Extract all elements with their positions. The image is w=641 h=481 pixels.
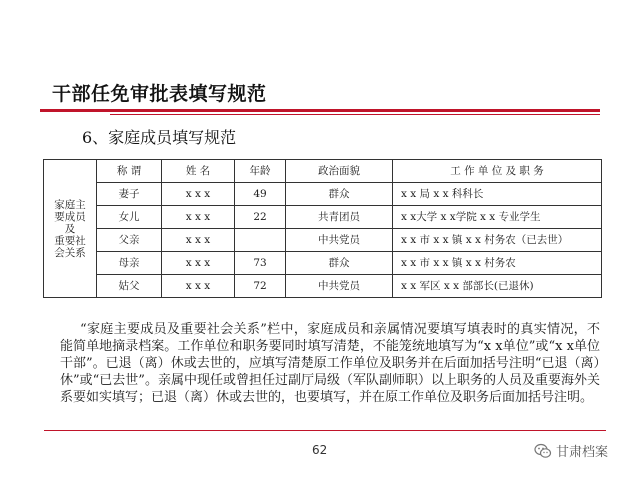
relation-cell: 妻子 [97,183,162,206]
age-cell: 73 [235,252,286,275]
table-row [44,252,602,275]
political-status-cell: 群众 [286,252,393,275]
title-divider [40,109,600,112]
merged-row-label: 家庭主 要成员 及 重要社 会关系 [44,160,97,298]
name-cell: x x x [162,229,235,252]
header-cell: 年龄 [235,160,286,183]
workplace-cell: x x 市 x x 镇 x x 村务农 [393,252,602,275]
workplace-cell: x x大学 x x学院 x x 专业学生 [393,206,602,229]
watermark-text: 甘肃档案 [556,445,609,460]
footer-divider [44,430,606,431]
title-divider-thin [110,114,600,115]
table-row [44,183,602,206]
name-cell: x x x [162,275,235,298]
workplace-cell: x x 军区 x x 部部长(已退休) [393,275,602,298]
table-header-row [44,160,602,183]
political-status-cell: 中共党员 [286,229,393,252]
age-cell: 49 [235,183,286,206]
age-cell [235,229,286,252]
age-cell: 72 [235,275,286,298]
section-subtitle: 6、家庭成员填写规范 [82,128,237,147]
name-cell: x x x [162,206,235,229]
page-number: 62 [312,443,328,457]
workplace-cell: x x 局 x x 科科长 [393,183,602,206]
header-cell: 政治面貌 [286,160,393,183]
political-status-cell: 中共党员 [286,275,393,298]
relation-cell: 父亲 [97,229,162,252]
family-members-table [43,159,602,298]
relation-cell: 姑父 [97,275,162,298]
watermark [534,441,608,460]
age-cell: 22 [235,206,286,229]
relation-cell: 母亲 [97,252,162,275]
table-row [44,229,602,252]
wechat-icon [534,443,552,459]
header-cell: 姓 名 [162,160,235,183]
slide-title: 干部任免审批表填写规范 [52,83,267,105]
name-cell: x x x [162,252,235,275]
workplace-cell: x x 市 x x 镇 x x 村务农（已去世） [393,229,602,252]
instruction-paragraph: “家庭主要成员及重要社会关系”栏中，家庭成员和亲属情况要填写填表时的真实情况，不能简单地摘录档案。工作单位和职务要同时填写清楚，不能笼统地填写为“x x单位”或“x x单位干部”。已退（离）休或去世的，应填写清楚原工作单位及职务并在后面加括号注明“已退（离）休”或“已去世”。亲属中现任或曾担任过副厅局级（军队副师职）以上职务的人员及重要海外关系要如实填写；已退（离）休或去世的，也要填写，并在原工作单位及职务后面加括号注明。 [60,322,600,405]
relation-cell: 女儿 [97,206,162,229]
name-cell: x x x [162,183,235,206]
header-cell: 工 作 单 位 及 职 务 [393,160,602,183]
political-status-cell: 共青团员 [286,206,393,229]
political-status-cell: 群众 [286,183,393,206]
table-row [44,275,602,298]
header-cell: 称 谓 [97,160,162,183]
table-row [44,206,602,229]
